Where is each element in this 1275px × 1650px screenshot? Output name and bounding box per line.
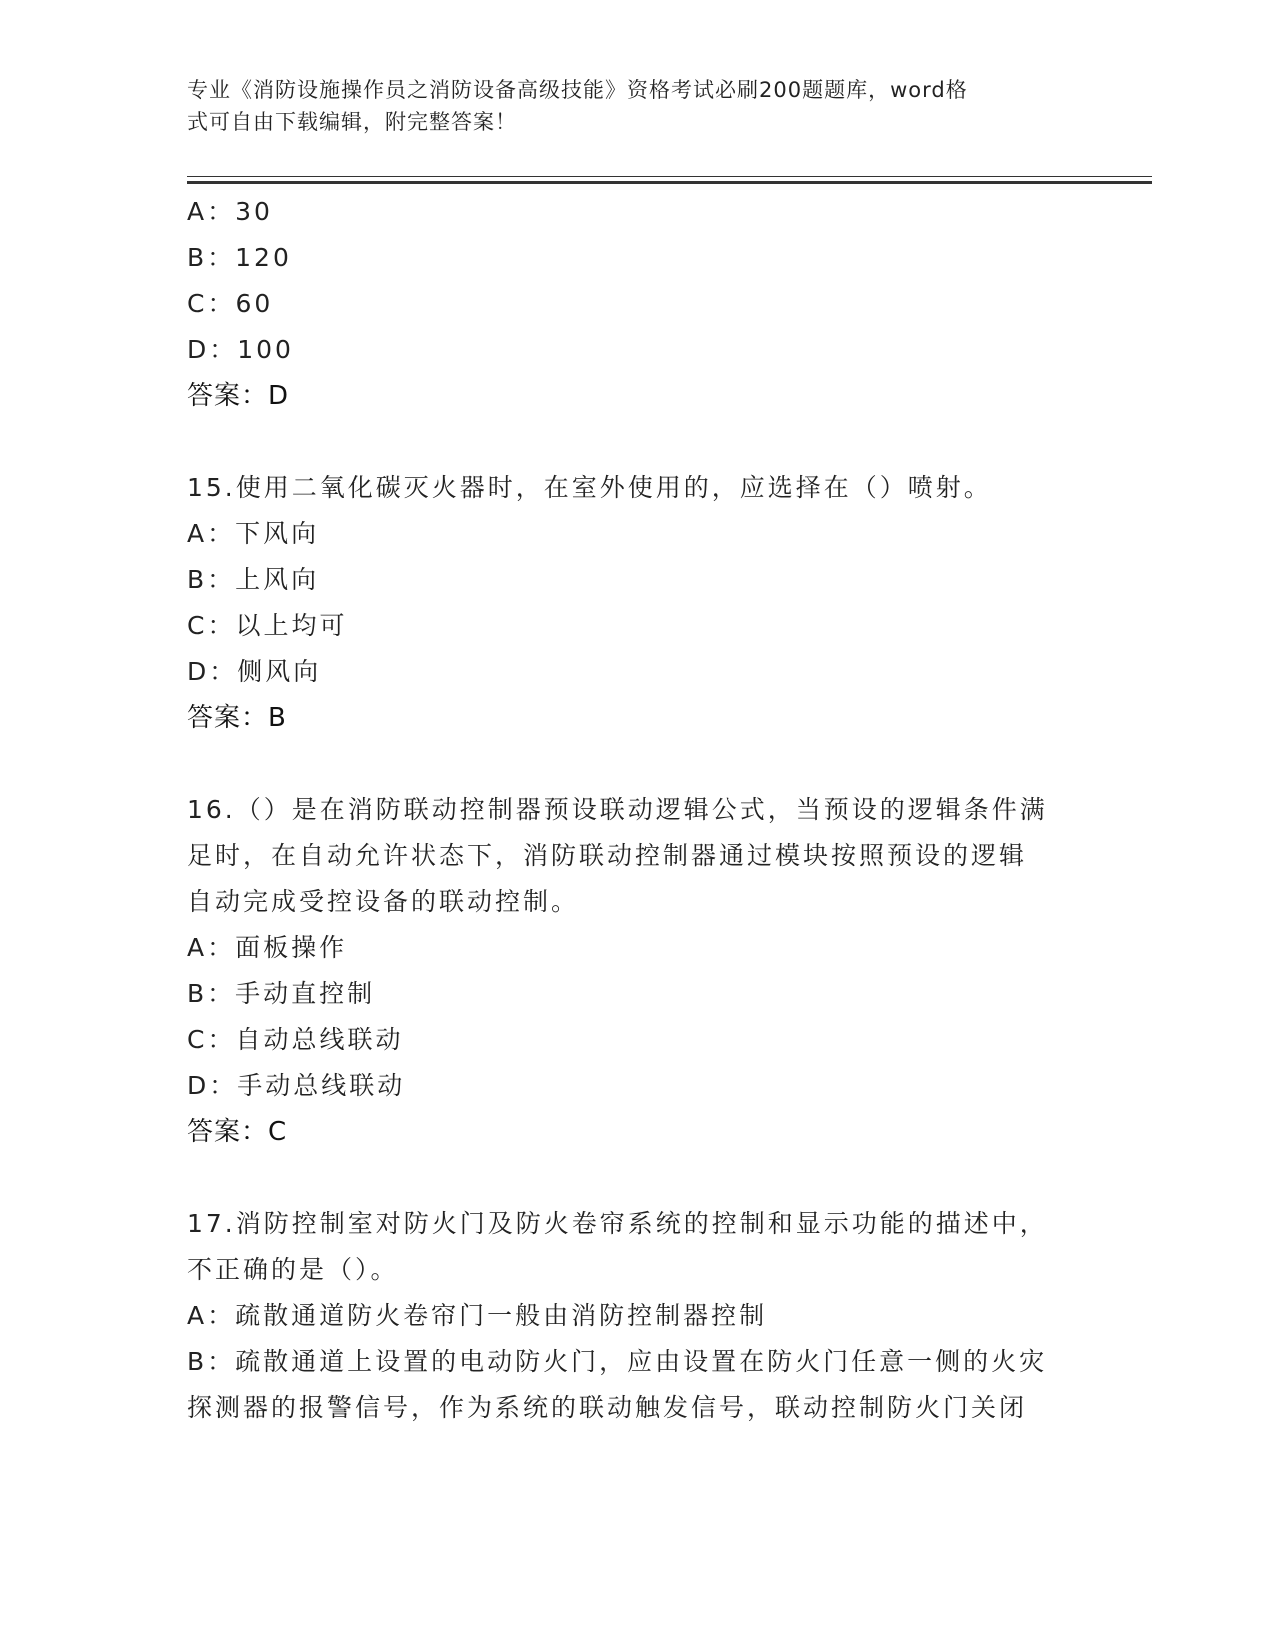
option-d: D：手动总线联动 bbox=[187, 1071, 406, 1100]
option-b: B：手动直控制 bbox=[187, 979, 376, 1008]
question-15 bbox=[187, 465, 1077, 741]
question-stem-line: 15.使用二氧化碳灭火器时，在室外使用的，应选择在（）喷射。 bbox=[187, 473, 992, 502]
spacer bbox=[187, 741, 1077, 787]
spacer bbox=[187, 419, 1077, 465]
option-d: D：100 bbox=[187, 335, 294, 364]
option-b: B：上风向 bbox=[187, 565, 320, 594]
question-stem-line: 不正确的是（）。 bbox=[187, 1255, 399, 1284]
question-stem bbox=[187, 1201, 1077, 1293]
option-b: B：120 bbox=[187, 243, 292, 272]
header-rule-thick bbox=[187, 181, 1152, 184]
option-a: A：疏散通道防火卷帘门一般由消防控制器控制 bbox=[187, 1301, 768, 1330]
option-b-continued: 探测器的报警信号，作为系统的联动触发信号，联动控制防火门关闭 bbox=[187, 1393, 1028, 1422]
question-stem-line: 17.消防控制室对防火门及防火卷帘系统的控制和显示功能的描述中， bbox=[187, 1209, 1048, 1238]
question-16 bbox=[187, 787, 1077, 1155]
option-d: D：侧风向 bbox=[187, 657, 322, 686]
question-14 bbox=[187, 189, 1077, 419]
question-stem bbox=[187, 787, 1077, 925]
option-c: C：60 bbox=[187, 289, 274, 318]
answer-line: 答案：D bbox=[187, 381, 290, 411]
spacer bbox=[187, 1155, 1077, 1201]
question-17 bbox=[187, 1201, 1077, 1431]
option-a: A：面板操作 bbox=[187, 933, 348, 962]
header-rule-thin bbox=[187, 176, 1152, 177]
question-stem-line: 自动完成受控设备的联动控制。 bbox=[187, 887, 580, 916]
question-content bbox=[187, 189, 1077, 1431]
header-line-2: 式可自由下载编辑，附完整答案！ bbox=[187, 110, 517, 134]
answer-line: 答案：C bbox=[187, 1117, 288, 1147]
option-c: C：以上均可 bbox=[187, 611, 348, 640]
header-line-1: 专业《消防设施操作员之消防设备高级技能》资格考试必刷200题题库，word格 bbox=[187, 78, 968, 102]
answer-line: 答案：B bbox=[187, 703, 287, 733]
option-a: A：30 bbox=[187, 197, 273, 226]
option-c: C：自动总线联动 bbox=[187, 1025, 404, 1054]
option-a: A：下风向 bbox=[187, 519, 320, 548]
question-stem-line: 16.（）是在消防联动控制器预设联动逻辑公式，当预设的逻辑条件满 bbox=[187, 795, 1048, 824]
document-header bbox=[187, 74, 1067, 138]
question-stem bbox=[187, 465, 1077, 511]
option-b: B：疏散通道上设置的电动防火门，应由设置在防火门任意一侧的火灾 bbox=[187, 1347, 1048, 1376]
question-stem-line: 足时，在自动允许状态下，消防联动控制器通过模块按照预设的逻辑 bbox=[187, 841, 1028, 870]
